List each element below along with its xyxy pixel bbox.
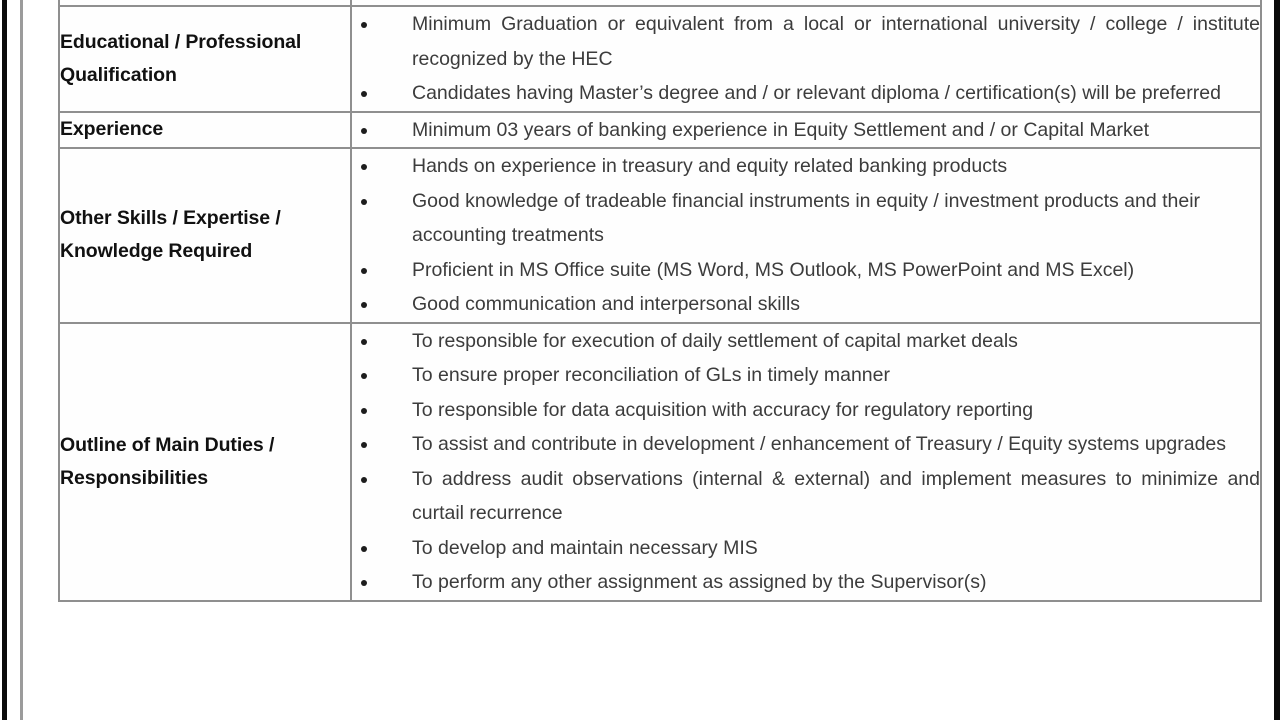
bullet-list [352, 149, 1260, 322]
bullet-list [352, 113, 1260, 148]
row-value-text [352, 0, 1260, 4]
bullet-item: Minimum 03 years of banking experience in Equity Settlement and / or Capital Market [352, 113, 1260, 148]
table-row [59, 6, 1261, 112]
scan-edge-bar-left [2, 0, 7, 720]
row-label-cell [59, 148, 351, 323]
row-label-line [60, 0, 350, 5]
bullet-item: To develop and maintain necessary MIS [352, 531, 1260, 566]
row-label-line: Educational / Professional [60, 30, 302, 53]
row-value-cell [351, 112, 1261, 149]
row-label-line: Qualification [60, 63, 177, 86]
row-label-line: Outline of Main Duties / [60, 433, 275, 456]
bullet-item: To responsible for data acquisition with accuracy for regulatory reporting [352, 393, 1260, 428]
row-value-cell [351, 6, 1261, 112]
bullet-item: To address audit observations (internal & external) and implement measures to minimize and curtail recurrence [352, 462, 1260, 531]
bullet-item: Hands on experience in treasury and equity related banking products [352, 149, 1260, 184]
row-label-cell [59, 6, 351, 112]
row-label-line: Responsibilities [60, 466, 208, 489]
table-row [59, 112, 1261, 149]
row-value-cell [351, 148, 1261, 323]
bullet-item: To assist and contribute in development / enhancement of Treasury / Equity systems upgrades [352, 427, 1260, 462]
scan-edge-bar-right [1274, 0, 1280, 720]
bullet-item: Proficient in MS Office suite (MS Word, MS Outlook, MS PowerPoint and MS Excel) [352, 253, 1260, 288]
row-value-cell [351, 323, 1261, 601]
row-label-line: Experience [60, 118, 164, 141]
bullet-item: Candidates having Master’s degree and / or relevant diploma / certification(s) will be preferred [352, 76, 1260, 111]
bullet-item: Good communication and interpersonal skills [352, 287, 1260, 322]
job-description-table [58, 0, 1262, 602]
table-body [59, 0, 1261, 601]
bullet-item: Good knowledge of tradeable financial instruments in equity / investment products and their accounting treatments [352, 184, 1260, 253]
row-label-cell [59, 323, 351, 601]
bullet-list [352, 324, 1260, 600]
row-label-line: Other Skills / Expertise / [60, 207, 281, 230]
bullet-item: Minimum Graduation or equivalent from a local or international university / college / institute recognized by the HEC [352, 7, 1260, 76]
table-row [59, 148, 1261, 323]
bullet-item: To ensure proper reconciliation of GLs in timely manner [352, 358, 1260, 393]
table-row [59, 323, 1261, 601]
bullet-item: To perform any other assignment as assigned by the Supervisor(s) [352, 565, 1260, 600]
scan-edge-rule-left [20, 0, 23, 720]
row-label-cell [59, 112, 351, 149]
bullet-item: To responsible for execution of daily settlement of capital market deals [352, 324, 1260, 359]
row-label-line: Knowledge Required [60, 240, 253, 263]
bullet-list [352, 7, 1260, 111]
